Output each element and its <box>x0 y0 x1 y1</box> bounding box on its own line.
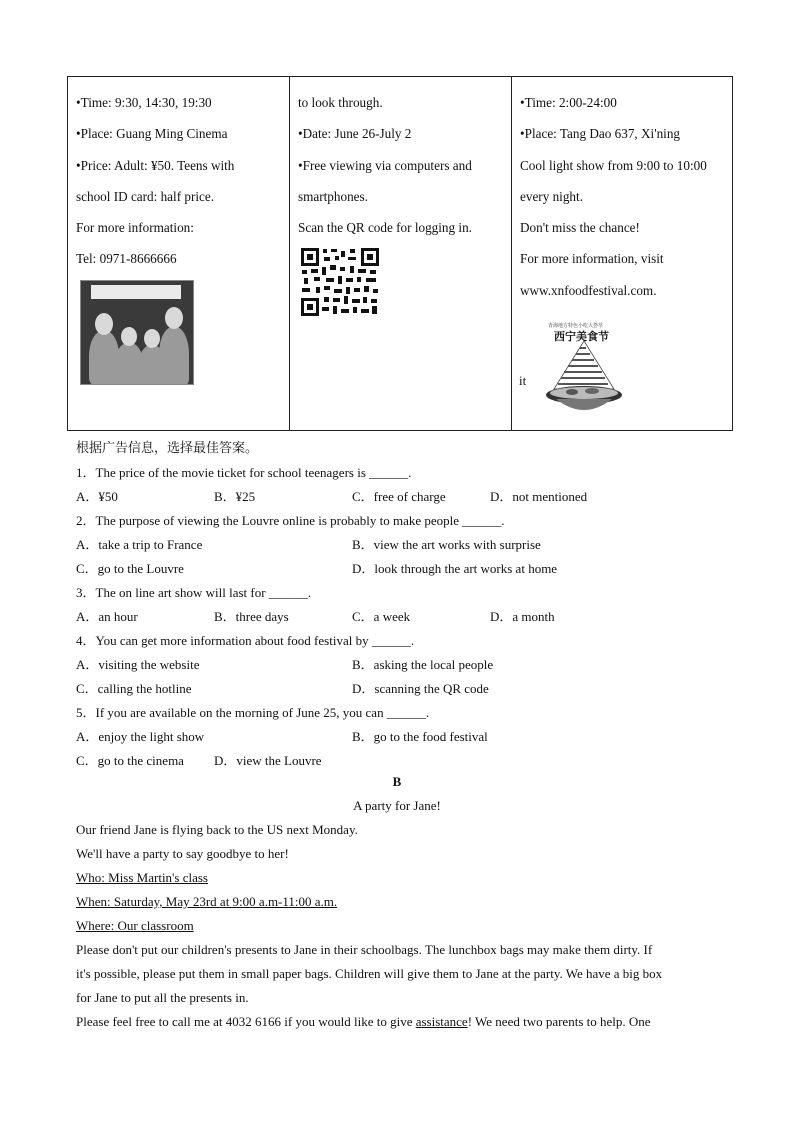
passage-line: it's possible, please put them in small paper bags. Children will give them to Jane at the party. We have a big box <box>76 966 663 981</box>
passage-text: Please feel free to call me at 4032 6166 if you would like to give <box>76 1014 416 1029</box>
question-stem: 3．The on line art show will last for ______. <box>76 585 312 600</box>
passage-line: Our friend Jane is flying back to the US next Monday. <box>76 822 358 837</box>
passage-last-line <box>76 1014 651 1030</box>
movie-poster-image <box>80 280 194 385</box>
ad-food-line: Don't miss the chance! <box>520 220 640 236</box>
option-d[interactable]: D．a month <box>490 609 555 624</box>
option-b[interactable]: B．go to the food festival <box>352 729 488 744</box>
option-d[interactable]: D．scanning the QR code <box>352 681 489 696</box>
question-stem: 5．If you are available on the morning of June 25, you can ______. <box>76 705 430 720</box>
ad-louvre-line: Scan the QR code for logging in. <box>298 220 472 236</box>
question-stem: 1．The price of the movie ticket for school teenagers is ______. <box>76 465 412 480</box>
poster-subtitle: 青海地方特色小吃大荟萃 <box>548 323 604 329</box>
ad-cinema-line: •Price: Adult: ¥50. Teens with <box>76 157 235 173</box>
ad-louvre-line: smartphones. <box>298 188 368 204</box>
ad-cinema-line: school ID card: half price. <box>76 188 215 204</box>
ad-food-festival <box>511 77 732 430</box>
ad-louvre-line: •Date: June 26-July 2 <box>298 126 412 142</box>
option-a[interactable]: A．an hour <box>76 609 138 624</box>
passage-line: We'll have a party to say goodbye to her! <box>76 846 289 861</box>
food-festival-poster <box>534 311 634 423</box>
ad-cinema <box>68 77 289 430</box>
passage-text: ! We need two parents to help. One <box>467 1014 651 1029</box>
section-letter: B <box>392 774 402 789</box>
option-c[interactable]: C．free of charge <box>352 489 446 504</box>
assistance-word: assistance <box>415 1014 468 1029</box>
option-a[interactable]: A．¥50 <box>76 489 118 504</box>
ad-food-website: www.xnfoodfestival.com. <box>520 282 657 298</box>
ad-louvre-line: •Free viewing via computers and <box>298 157 472 173</box>
option-a[interactable]: A．take a trip to France <box>76 537 203 552</box>
ad-cinema-line: For more information: <box>76 220 194 236</box>
option-d[interactable]: D．look through the art works at home <box>352 561 558 576</box>
instruction: 根据广告信息，选择最佳答案。 <box>76 440 259 455</box>
stray-text: it <box>519 373 527 388</box>
ad-louvre <box>289 77 511 430</box>
passage-line: Please don't put our children's presents to Jane in their schoolbags. The lunchbox bags may make them dirty. If <box>76 942 653 957</box>
ad-food-line: For more information, visit <box>520 251 664 267</box>
option-b[interactable]: B．asking the local people <box>352 657 494 672</box>
option-d[interactable]: D．not mentioned <box>490 489 588 504</box>
ad-cinema-line: Tel: 0971-8666666 <box>76 251 177 267</box>
option-c[interactable]: C．go to the Louvre <box>76 561 184 576</box>
question-stem: 2．The purpose of viewing the Louvre online is probably to make people ______. <box>76 513 505 528</box>
ad-food-line: •Place: Tang Dao 637, Xi'ning <box>520 126 681 142</box>
option-a[interactable]: A．visiting the website <box>76 657 200 672</box>
passage-title: A party for Jane! <box>353 798 441 813</box>
ad-food-line: •Time: 2:00-24:00 <box>520 95 617 110</box>
qr-code-icon[interactable] <box>300 247 380 317</box>
poster-title: 西宁美食节 <box>554 330 609 343</box>
question-stem: 4．You can get more information about food festival by ______. <box>76 633 415 648</box>
ad-food-line: Cool light show from 9:00 to 10:00 <box>520 157 707 173</box>
option-a[interactable]: A．enjoy the light show <box>76 729 205 744</box>
party-who: Who: Miss Martin's class <box>76 870 208 885</box>
party-when: When: Saturday, May 23rd at 9:00 a.m-11:00 a.m. <box>76 894 338 909</box>
passage-line: for Jane to put all the presents in. <box>76 990 249 1005</box>
food-illustration-icon <box>534 311 634 423</box>
option-b[interactable]: B．view the art works with surprise <box>352 537 541 552</box>
advertisement-table <box>67 76 733 431</box>
ad-louvre-line: to look through. <box>298 95 383 110</box>
option-b[interactable]: B．¥25 <box>214 489 256 504</box>
ad-cinema-line: •Place: Guang Ming Cinema <box>76 126 228 142</box>
option-c[interactable]: C．a week <box>352 609 411 624</box>
option-c[interactable]: C．calling the hotline <box>76 681 192 696</box>
ad-cinema-line: •Time: 9:30, 14:30, 19:30 <box>76 95 212 110</box>
ad-food-line: every night. <box>520 188 583 204</box>
party-where: Where: Our classroom <box>76 918 194 933</box>
option-d[interactable]: D．view the Louvre <box>214 753 322 768</box>
option-b[interactable]: B．three days <box>214 609 289 624</box>
option-c[interactable]: C．go to the cinema <box>76 753 184 768</box>
